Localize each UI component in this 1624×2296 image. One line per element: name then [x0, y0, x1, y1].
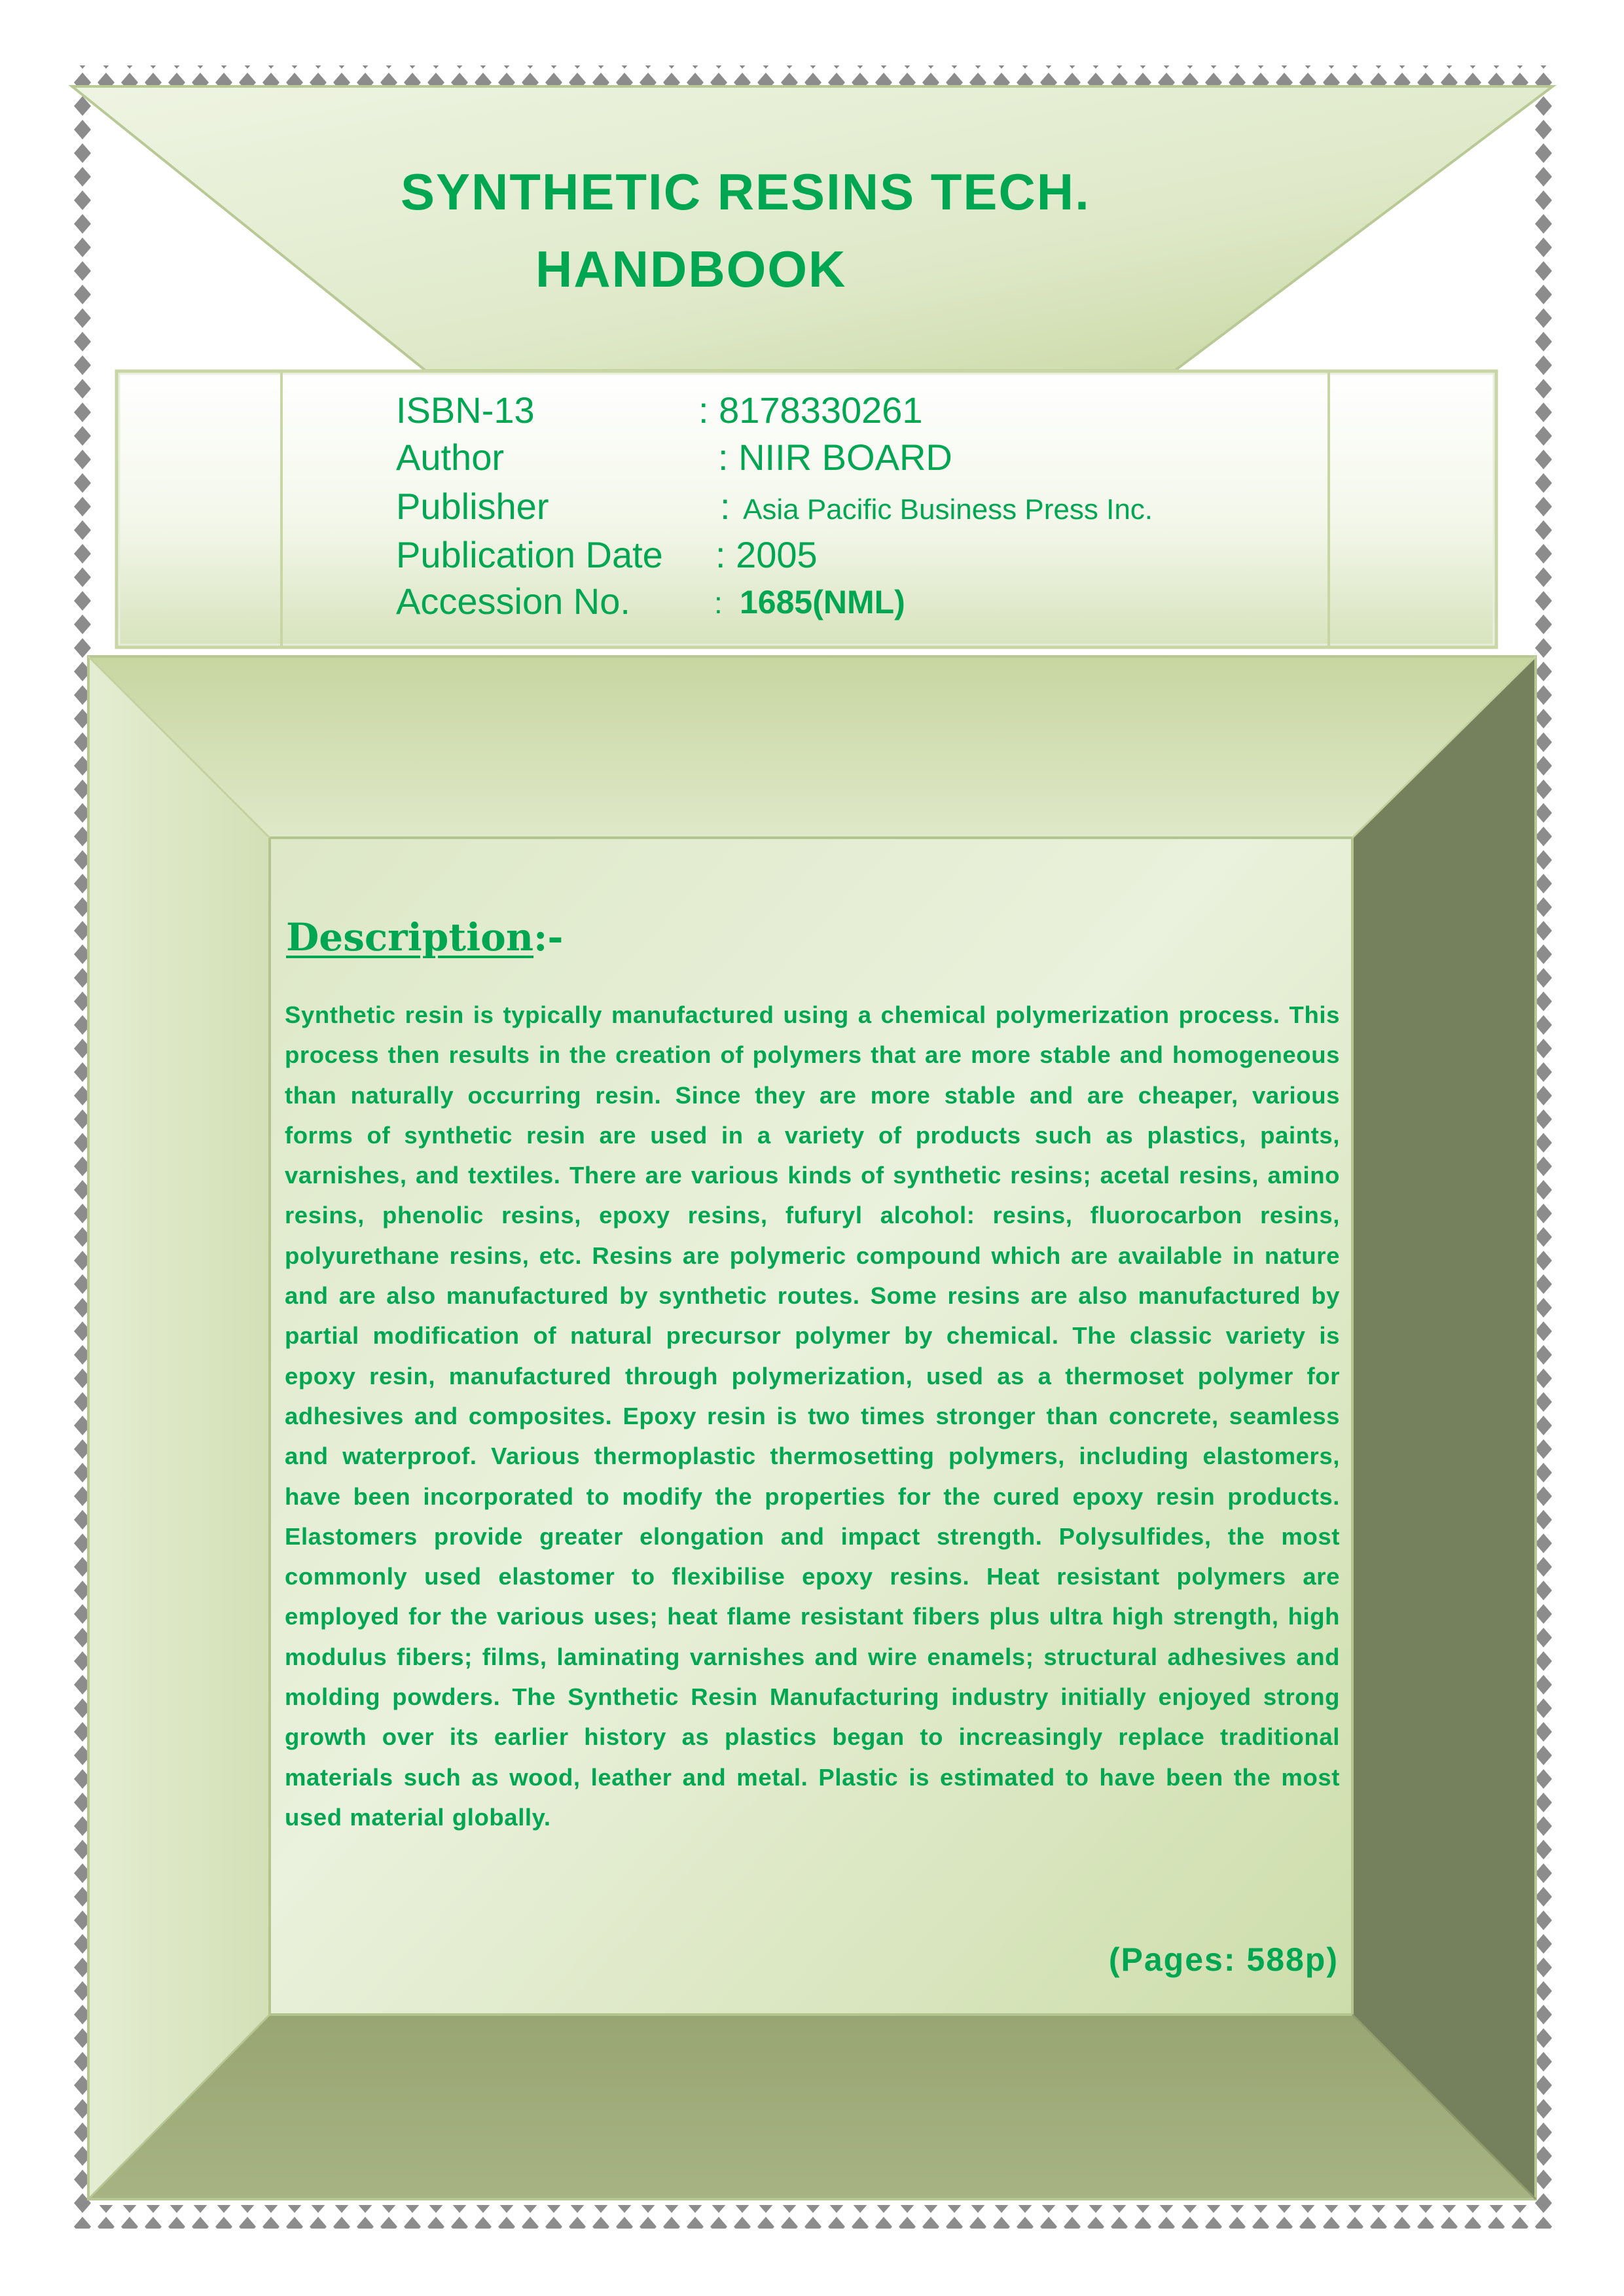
description-heading-text: Description [286, 915, 533, 960]
border-bottom [72, 2205, 1555, 2229]
page-count: (Pages: 588p) [1108, 1941, 1339, 1978]
description-body: Synthetic resin is typically manufactured using a chemical polymerization process. This process then results in the creation of polymers that are more stable and homogeneous than naturally occurring resin. Since they are more stable and are cheaper, various forms of synthetic resin are used in a variety of products such as plastics, paints, varnishes, and textiles. There are various kinds of synthetic resins; acetal resins, amino resins, phenolic resins, epoxy resins, fufuryl alcohol: resins, fluorocarbon resins, polyurethane resins, etc. Resins are polymeric compound which are available in nature and are also manufactured by synthetic routes. Some resins are also manufactured by partial modification of natural precursor polymer by chemical. The classic variety is epoxy resin, manufactured through polymerization, used as a thermoset polymer for adhesives and composites. Epoxy resin is two times stronger than concrete, seamless and waterproof. Various thermoplastic thermosetting polymers, including elastomers, have been incorporated to modify the properties for the cured epoxy resin products. Elastomers provide greater elongation and impact strength. Polysulfides, the most commonly used elastomer to flexibilise epoxy resins. Heat resistant polymers are employed for the various uses; heat flame resistant fibers plus ultra high strength, high modulus fibers; films, laminating varnishes and wire enamels; structural adhesives and molding powders. The Synthetic Resin Manufacturing industry initially enjoyed strong growth over its earlier history as plastics began to increasingly replace traditional materials such as wood, leather and metal. Plastic is estimated to have been the most used material globally. [285, 1001, 1340, 1831]
info-label: Author [396, 437, 504, 478]
description-heading [286, 915, 563, 960]
title-line-2: HANDBOOK [535, 240, 847, 298]
info-value: : NIIR BOARD [718, 437, 952, 478]
info-value: Asia Pacific Business Press Inc. [743, 493, 1153, 526]
bevel-bottom [88, 2015, 1536, 2199]
info-label: Publication Date [396, 534, 663, 575]
info-value: : 8178330261 [698, 389, 923, 431]
info-label: ISBN-13 [396, 389, 535, 431]
title-banner-shape [72, 86, 1553, 370]
info-separator: : [720, 486, 731, 527]
bevel-right [1352, 656, 1536, 2199]
info-value: 1685(NML) [740, 584, 905, 620]
info-value: : 2005 [715, 534, 818, 575]
info-label: Publisher [396, 486, 549, 527]
bevel-left [88, 656, 270, 2199]
info-label: Accession No. [396, 581, 630, 622]
description-heading-suffix: :- [533, 915, 564, 960]
info-separator: : [714, 586, 723, 620]
title-line-1: SYNTHETIC RESINS TECH. [401, 163, 1091, 221]
bevel-top [88, 656, 1536, 838]
